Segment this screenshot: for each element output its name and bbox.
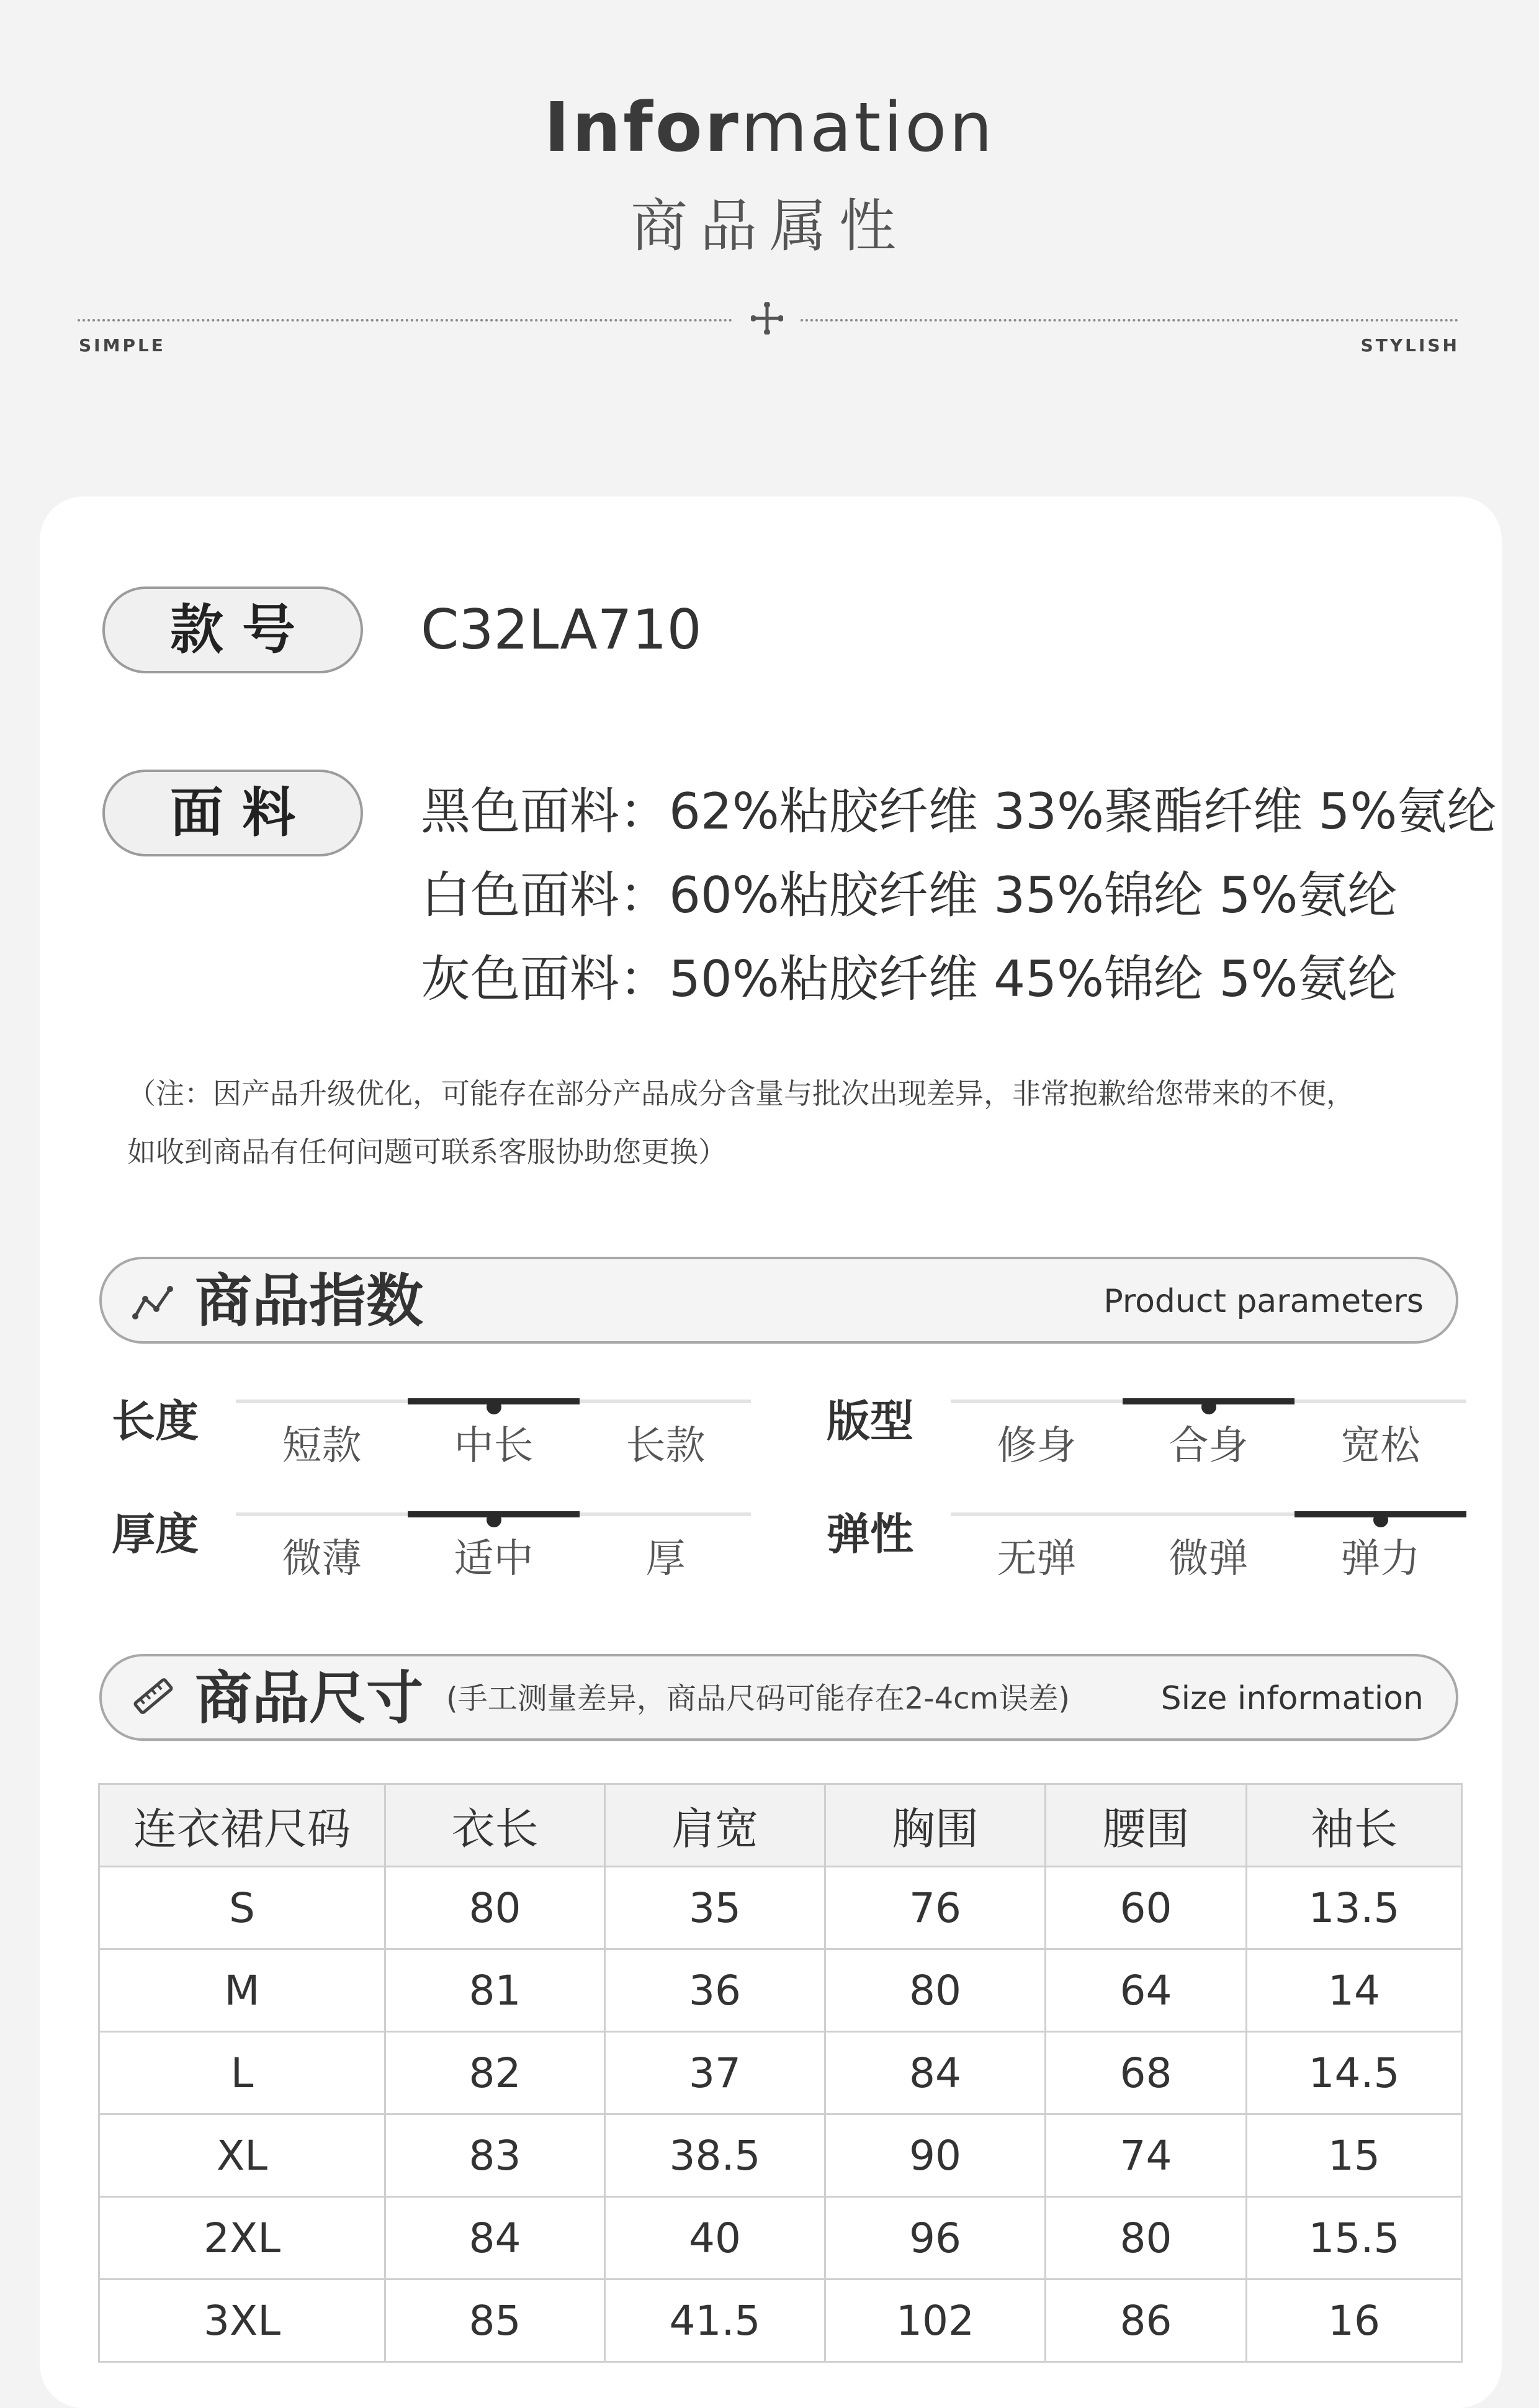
table-cell: 84 <box>385 2197 605 2280</box>
size-section-bar <box>99 1654 1458 1741</box>
table-cell: 35 <box>605 1867 825 1949</box>
table-row <box>99 2114 1462 2197</box>
title-bold-part: Infor <box>544 88 741 167</box>
param-indicator <box>408 1398 580 1404</box>
table-cell: 84 <box>825 2032 1046 2114</box>
table-row <box>99 2280 1462 2362</box>
param-option: 微薄 <box>282 1536 362 1582</box>
table-cell: 76 <box>825 1867 1046 1949</box>
param-option: 无弹 <box>997 1536 1077 1582</box>
param-thickness <box>112 1506 732 1599</box>
table-row <box>99 2032 1462 2114</box>
param-track <box>236 1399 751 1403</box>
table-cell: 102 <box>825 2280 1046 2362</box>
param-indicator <box>1123 1398 1294 1404</box>
table-cell: 86 <box>1046 2280 1247 2362</box>
param-track <box>951 1512 1466 1516</box>
param-option: 弹力 <box>1340 1536 1420 1582</box>
page-title <box>0 87 1539 168</box>
param-indicator <box>408 1511 580 1517</box>
table-row <box>99 1949 1462 2032</box>
table-cell: 81 <box>385 1949 605 2032</box>
title-light-part: mation <box>740 88 995 167</box>
table-row <box>99 2197 1462 2280</box>
params-section-bar <box>99 1257 1458 1344</box>
style-number-value: C32LA710 <box>421 598 702 662</box>
fabric-note <box>127 1064 1461 1181</box>
param-elasticity <box>827 1506 1447 1599</box>
param-label: 弹性 <box>827 1509 913 1560</box>
params-title: 商品指数 <box>195 1268 424 1334</box>
table-cell: 38.5 <box>605 2114 825 2197</box>
trend-line-icon <box>132 1284 175 1321</box>
params-english: Product parameters <box>1103 1283 1424 1320</box>
table-cell: 74 <box>1046 2114 1247 2197</box>
param-indicator <box>1294 1511 1466 1517</box>
compass-cross-icon <box>751 302 783 335</box>
size-table <box>98 1783 1463 2363</box>
table-cell: 82 <box>385 2032 605 2114</box>
stylish-label: STYLISH <box>1360 335 1460 356</box>
param-label: 厚度 <box>112 1509 199 1560</box>
param-option: 厚 <box>645 1536 686 1582</box>
table-cell: 64 <box>1046 1949 1247 2032</box>
note-line-2: 如收到商品有任何问题可联系客服协助您更换） <box>127 1135 727 1169</box>
table-cell: 41.5 <box>605 2280 825 2362</box>
size-english: Size information <box>1160 1680 1424 1717</box>
size-note: (手工测量差异，商品尺码可能存在2-4cm误差) <box>446 1681 1070 1716</box>
table-cell: 80 <box>1046 2197 1247 2280</box>
table-cell: 60 <box>1046 1867 1247 1949</box>
table-cell: S <box>99 1867 385 1949</box>
table-cell: 36 <box>605 1949 825 2032</box>
table-header-row <box>99 1784 1462 1867</box>
ruler-icon <box>132 1678 175 1715</box>
param-option: 中长 <box>454 1423 534 1469</box>
header-bust: 胸围 <box>825 1784 1046 1867</box>
table-cell: 3XL <box>99 2280 385 2362</box>
param-track <box>951 1399 1466 1403</box>
fabric-line-black: 黑色面料：62%粘胶纤维 33%聚酯纤维 5%氨纶 <box>421 783 1497 840</box>
param-track <box>236 1512 751 1516</box>
fabric-line-grey: 灰色面料：50%粘胶纤维 45%锦纶 5%氨纶 <box>421 950 1398 1008</box>
fabric-list <box>421 770 1501 1021</box>
param-label: 版型 <box>827 1396 913 1447</box>
fabric-line-white: 白色面料：60%粘胶纤维 35%锦纶 5%氨纶 <box>421 866 1398 924</box>
table-cell: 68 <box>1046 2032 1247 2114</box>
style-number-pill: 款号 <box>102 586 363 673</box>
divider-left <box>78 319 732 321</box>
table-cell: XL <box>99 2114 385 2197</box>
table-cell: 13.5 <box>1247 1867 1462 1949</box>
table-cell: 85 <box>385 2280 605 2362</box>
param-option: 合身 <box>1169 1423 1249 1469</box>
divider-right <box>801 319 1458 321</box>
table-cell: 90 <box>825 2114 1046 2197</box>
table-row <box>99 1867 1462 1949</box>
note-line-1: （注：因产品升级优化，可能存在部分产品成分含量与批次出现差异，非常抱歉给您带来的不便， <box>127 1077 1355 1110</box>
param-option: 修身 <box>997 1423 1077 1469</box>
table-cell: 80 <box>825 1949 1046 2032</box>
param-length <box>112 1393 732 1486</box>
param-option: 短款 <box>282 1423 362 1469</box>
simple-label: SIMPLE <box>79 335 166 356</box>
table-cell: 40 <box>605 2197 825 2280</box>
param-label: 长度 <box>112 1396 199 1447</box>
header-size: 连衣裙尺码 <box>99 1784 385 1867</box>
table-cell: 15 <box>1247 2114 1462 2197</box>
param-option: 适中 <box>454 1536 534 1582</box>
header-length: 衣长 <box>385 1784 605 1867</box>
fabric-pill: 面料 <box>102 770 363 856</box>
page-subtitle: 商品属性 <box>630 193 909 259</box>
table-cell: 2XL <box>99 2197 385 2280</box>
table-cell: 14.5 <box>1247 2032 1462 2114</box>
table-cell: M <box>99 1949 385 2032</box>
table-cell: L <box>99 2032 385 2114</box>
table-cell: 16 <box>1247 2280 1462 2362</box>
header-shoulder: 肩宽 <box>605 1784 825 1867</box>
param-fit <box>827 1393 1447 1486</box>
table-cell: 96 <box>825 2197 1046 2280</box>
table-cell: 37 <box>605 2032 825 2114</box>
table-cell: 80 <box>385 1867 605 1949</box>
param-option: 微弹 <box>1169 1536 1249 1582</box>
header-waist: 腰围 <box>1046 1784 1247 1867</box>
param-option: 长款 <box>626 1423 706 1469</box>
table-cell: 15.5 <box>1247 2197 1462 2280</box>
table-cell: 14 <box>1247 1949 1462 2032</box>
table-cell: 83 <box>385 2114 605 2197</box>
header-sleeve: 袖长 <box>1247 1784 1462 1867</box>
param-option: 宽松 <box>1340 1423 1420 1469</box>
size-title: 商品尺寸 <box>195 1665 424 1732</box>
